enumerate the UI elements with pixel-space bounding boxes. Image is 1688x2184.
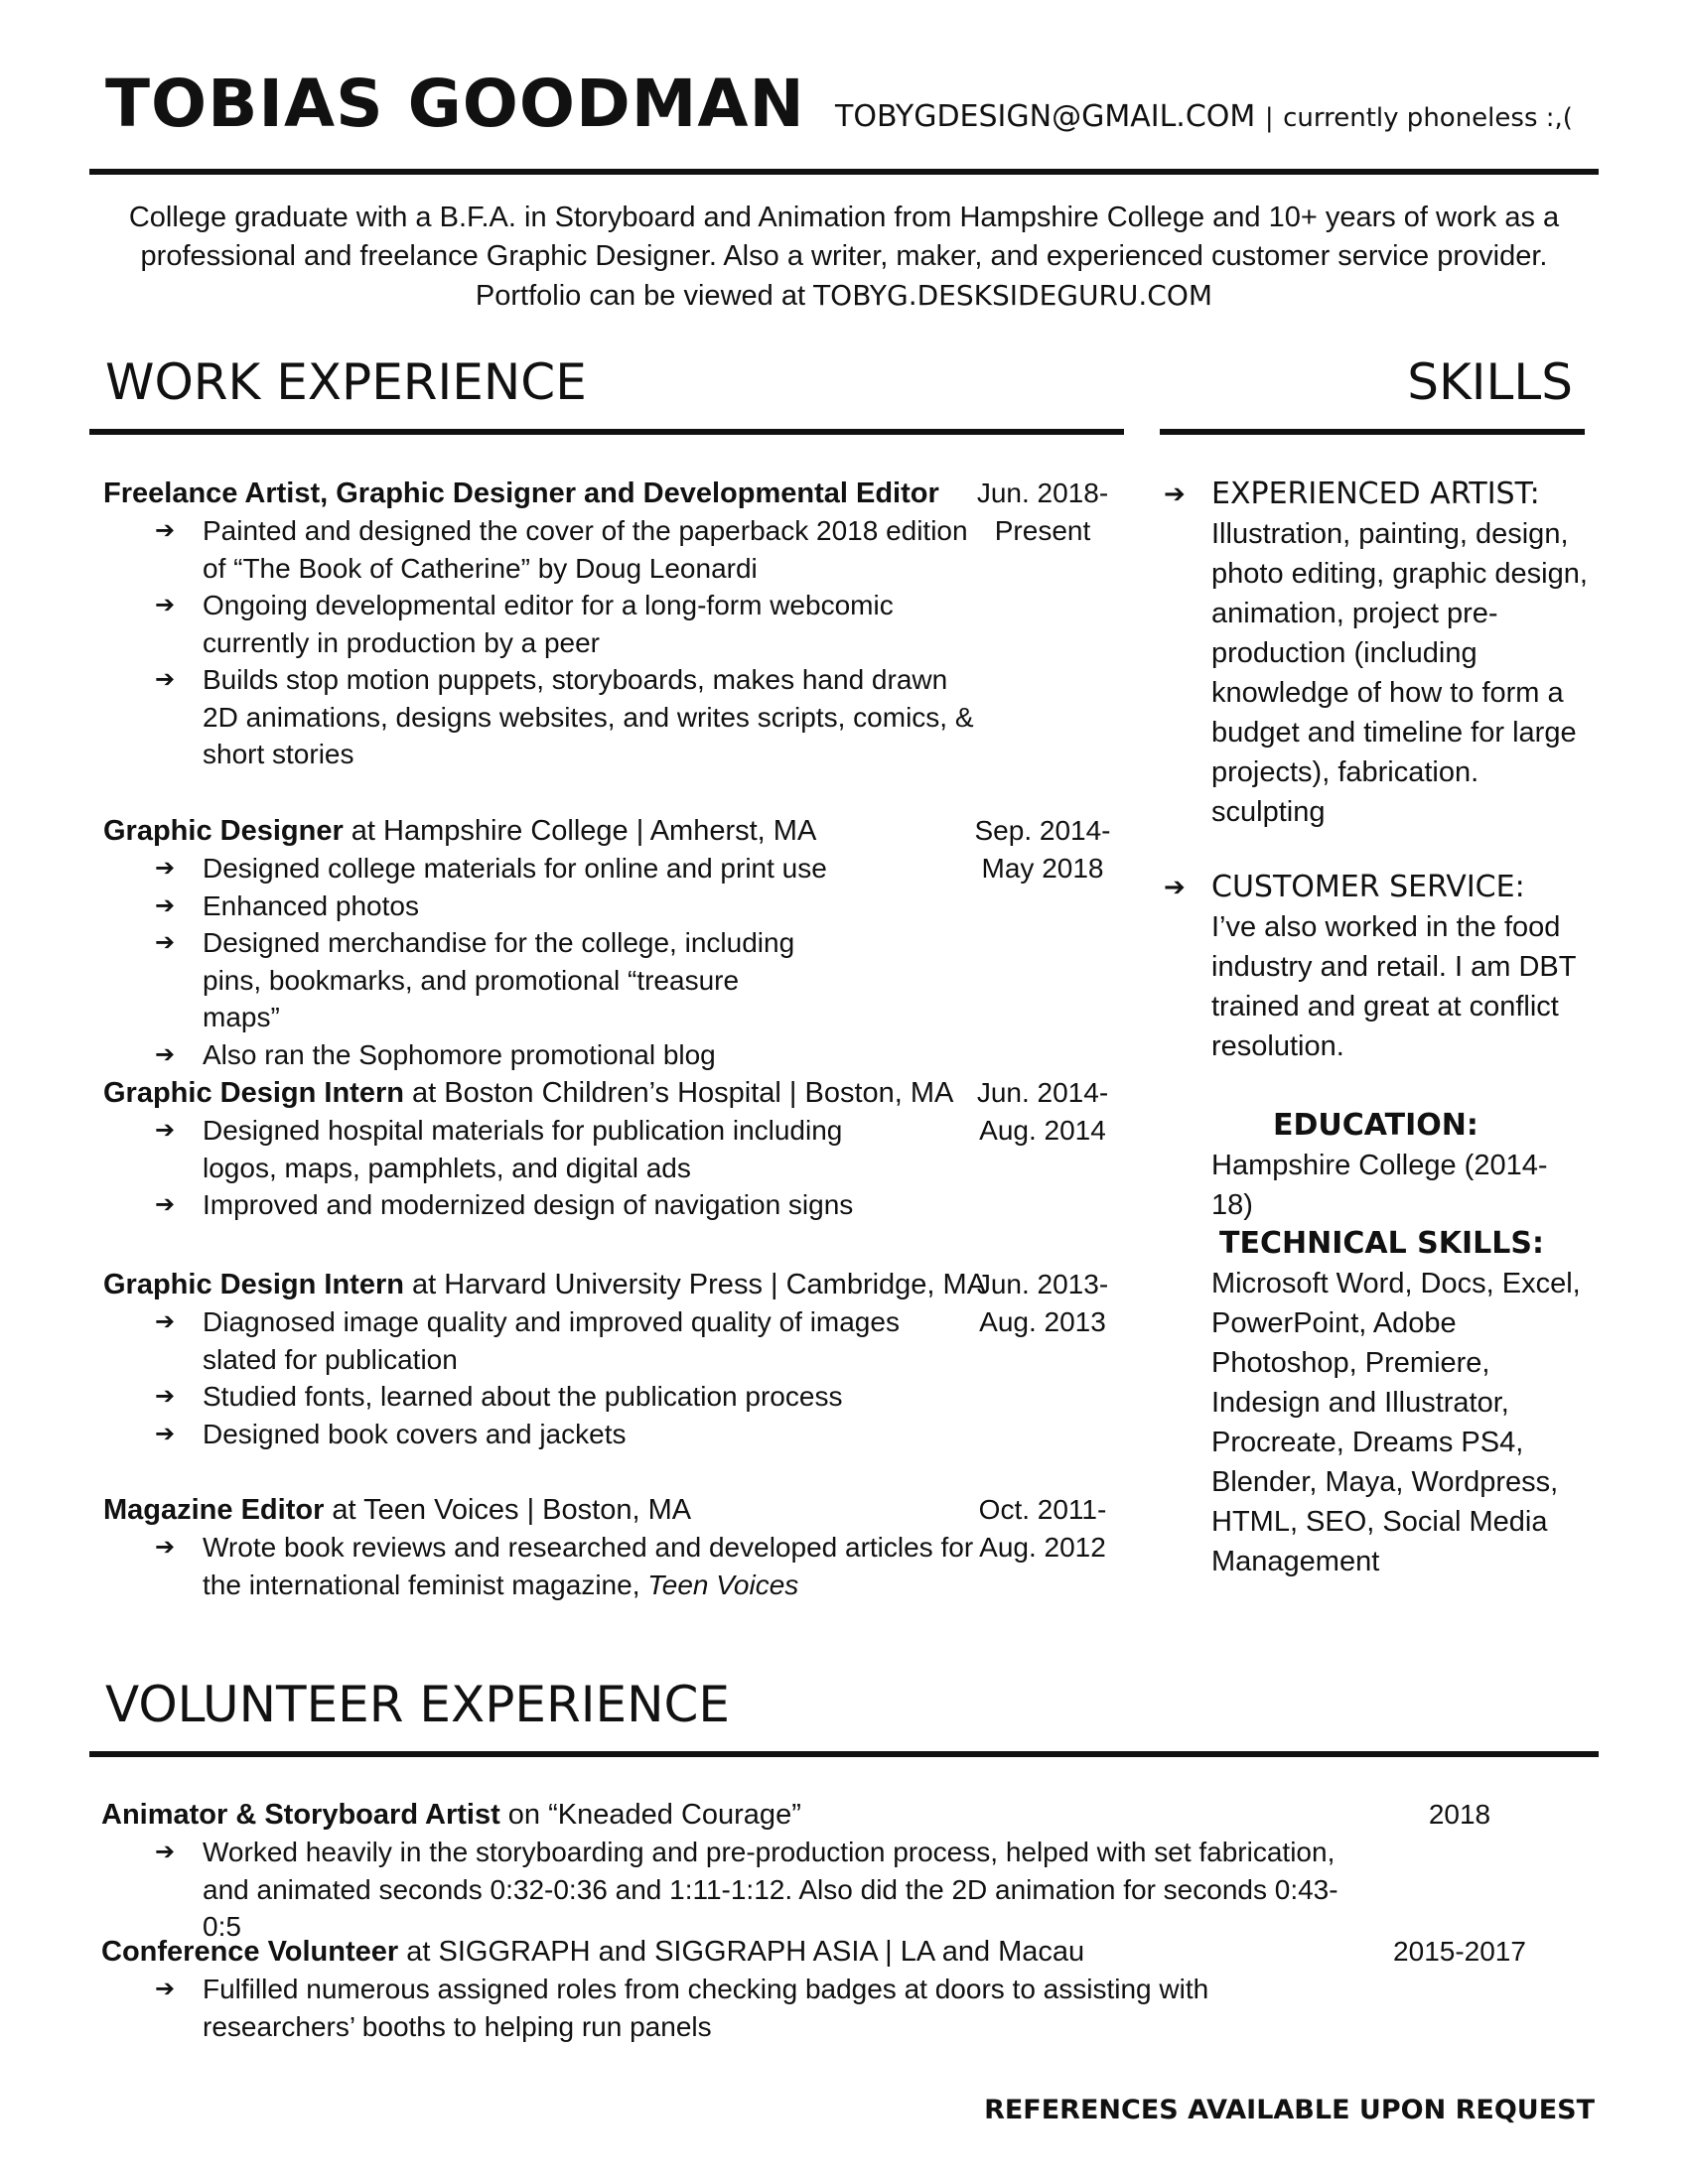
skill-title: EXPERIENCED ARTIST: xyxy=(1211,477,1540,511)
job-bullet: ➔ Ongoing developmental editor for a long-form webcomic currently in production by a peer xyxy=(203,587,977,661)
job-date xyxy=(953,475,1132,550)
arrow-right-icon: ➔ xyxy=(1164,479,1186,509)
bullet-text: Wrote book reviews and researched and developed articles for the international feminist magazine, xyxy=(203,1532,974,1600)
volunteer-heading xyxy=(101,1933,1392,1971)
header-divider xyxy=(89,169,1599,175)
volunteer-date: 2015-2017 xyxy=(1393,1936,1526,1967)
volunteer-bullet: ➔ Fulfilled numerous assigned roles from checking badges at doors to assisting with researchers’ booths to helping run panels xyxy=(203,1971,1392,2045)
job-bullet: ➔ Designed college materials for online and print use xyxy=(203,850,977,887)
job-bullets xyxy=(103,1303,977,1452)
job-entry xyxy=(103,475,977,773)
volunteer-bullets xyxy=(101,1971,1392,2045)
job-bullets xyxy=(103,1112,977,1224)
date-start: Jun. 2018- xyxy=(976,478,1109,508)
skill-artist xyxy=(1164,475,1589,832)
job-entry xyxy=(103,1074,977,1224)
job-bullets xyxy=(103,850,977,1073)
work-divider xyxy=(89,429,1124,435)
job-role: Freelance Artist, Graphic Designer and Developmental Editor xyxy=(103,478,939,509)
job-bullet: ➔ Builds stop motion puppets, storyboards, makes hand drawn 2D animations, designs websites, and writes scripts, comics, & short stories xyxy=(203,661,977,773)
work-experience-title: WORK EXPERIENCE xyxy=(105,353,587,411)
education-text: Hampshire College (2014-18) xyxy=(1211,1150,1548,1221)
skill-text: Illustration, painting, design, photo editing, graphic design, animation, project pre-production (including knowledge of how to form a budget and timeline for large projects), fabrication. sculpting xyxy=(1211,518,1588,828)
education-title: EDUCATION: xyxy=(1273,1108,1478,1143)
date-end: Aug. 2013 xyxy=(979,1306,1106,1337)
job-heading xyxy=(103,475,977,512)
volunteer-entry xyxy=(101,1933,1392,2045)
skill-title: CUSTOMER SERVICE: xyxy=(1211,870,1525,904)
job-employer: at Teen Voices | Boston, MA xyxy=(324,1494,692,1526)
job-bullet: ➔ Improved and modernized design of navigation signs xyxy=(203,1186,977,1224)
summary xyxy=(89,199,1599,316)
magazine-title: Teen Voices xyxy=(647,1569,799,1600)
email-text: TOBYGDESIGN@GMAIL.COM xyxy=(835,99,1256,134)
job-heading xyxy=(103,1074,977,1112)
job-role: Graphic Designer xyxy=(103,815,344,847)
phone-note: currently phoneless :,( xyxy=(1283,103,1573,133)
skill-bullet xyxy=(1164,475,1589,514)
date-end: May 2018 xyxy=(981,853,1104,884)
skills-divider xyxy=(1160,429,1585,435)
date-end: Aug. 2014 xyxy=(979,1115,1106,1146)
job-bullet: ➔ Designed book covers and jackets xyxy=(203,1416,977,1453)
date-end: Aug. 2012 xyxy=(979,1532,1106,1563)
job-bullet: ➔ Studied fonts, learned about the publication process xyxy=(203,1378,977,1416)
job-bullet xyxy=(203,1529,977,1603)
references-note: REFERENCES AVAILABLE UPON REQUEST xyxy=(984,2095,1595,2125)
technical-skills-title: TECHNICAL SKILLS: xyxy=(1219,1226,1544,1261)
date-start: Jun. 2014- xyxy=(976,1077,1109,1108)
job-role: Graphic Design Intern xyxy=(103,1269,404,1300)
job-date xyxy=(953,812,1132,887)
volunteer-project: at SIGGRAPH and SIGGRAPH ASIA | LA and Macau xyxy=(398,1936,1085,1968)
date-start: Oct. 2011- xyxy=(978,1494,1107,1525)
education-section xyxy=(1211,1106,1589,1225)
technical-skills-text: Microsoft Word, Docs, Excel, PowerPoint, Adobe Photoshop, Premiere, Indesign and Illustrator, Procreate, Dreams PS4, Blender, Maya, Wordpress, HTML, SEO, Social Media Management xyxy=(1211,1268,1581,1577)
skill-bullet xyxy=(1164,868,1589,907)
summary-line: College graduate with a B.F.A. in Storyboard and Animation from Hampshire College and 10+ years of work as a xyxy=(128,202,1560,233)
contact-line xyxy=(835,99,1573,134)
volunteer-experience-title: VOLUNTEER EXPERIENCE xyxy=(105,1676,730,1733)
candidate-name: TOBIAS GOODMAN xyxy=(105,66,805,142)
job-heading xyxy=(103,1266,987,1303)
job-role: Graphic Design Intern xyxy=(103,1077,404,1109)
job-bullet: ➔ Enhanced photos xyxy=(203,887,977,925)
technical-skills-section xyxy=(1211,1224,1589,1581)
portfolio-prefix: Portfolio can be viewed at xyxy=(475,280,806,312)
job-entry xyxy=(103,812,977,1073)
job-entry xyxy=(103,1491,977,1603)
contact-separator: | xyxy=(1264,103,1274,133)
job-bullet: ➔ Painted and designed the cover of the paperback 2018 edition of “The Book of Catherine” by Doug Leonardi xyxy=(203,512,977,587)
summary-line: professional and freelance Graphic Designer. Also a writer, maker, and experienced customer service provider. xyxy=(140,240,1548,272)
job-heading xyxy=(103,812,977,850)
job-entry xyxy=(103,1266,987,1452)
date-end: Present xyxy=(994,515,1091,546)
skill-customer-service xyxy=(1164,868,1589,1066)
skill-text: I’ve also worked in the food industry and retail. I am DBT trained and great at conflict resolution. xyxy=(1211,911,1576,1062)
job-employer: at Harvard University Press | Cambridge, MA xyxy=(403,1269,987,1300)
portfolio-url: TOBYG.DESKSIDEGURU.COM xyxy=(813,279,1213,312)
job-bullet: ➔ Also ran the Sophomore promotional blog xyxy=(203,1036,977,1074)
job-bullet: ➔ Designed hospital materials for publication including logos, maps, pamphlets, and digital ads xyxy=(203,1112,977,1186)
job-role: Magazine Editor xyxy=(103,1494,325,1526)
job-date xyxy=(953,1491,1132,1567)
volunteer-entry xyxy=(101,1796,1392,1946)
arrow-right-icon: ➔ xyxy=(1164,873,1186,902)
job-employer: at Boston Children’s Hospital | Boston, MA xyxy=(403,1077,954,1109)
volunteer-date: 2018 xyxy=(1428,1799,1491,1830)
volunteer-project: on “Kneaded Courage” xyxy=(499,1799,801,1831)
job-bullet: ➔ Designed merchandise for the college, including pins, bookmarks, and promotional “treasure maps” xyxy=(203,924,977,1036)
volunteer-divider xyxy=(89,1751,1599,1757)
job-employer: at Hampshire College | Amherst, MA xyxy=(343,815,817,847)
volunteer-role: Animator & Storyboard Artist xyxy=(101,1799,500,1831)
job-bullet: ➔ Diagnosed image quality and improved quality of images slated for publication xyxy=(203,1303,977,1378)
volunteer-bullet: ➔ Worked heavily in the storyboarding and pre-production process, helped with set fabrication, and animated seconds 0:32-0:36 and 1:11-1:12. Also did the 2D animation for seconds 0:43-0:5 xyxy=(203,1834,1392,1946)
volunteer-bullets xyxy=(101,1834,1392,1946)
date-start: Sep. 2014- xyxy=(974,815,1111,846)
job-date xyxy=(953,1074,1132,1150)
volunteer-role: Conference Volunteer xyxy=(101,1936,399,1968)
job-bullets xyxy=(103,1529,977,1603)
summary-line xyxy=(89,276,1599,316)
skills-title: SKILLS xyxy=(1407,353,1573,411)
job-heading xyxy=(103,1491,977,1529)
volunteer-heading xyxy=(101,1796,1392,1834)
job-date xyxy=(953,1266,1132,1341)
date-start: Jun. 2013- xyxy=(976,1269,1109,1299)
job-bullets xyxy=(103,512,977,773)
